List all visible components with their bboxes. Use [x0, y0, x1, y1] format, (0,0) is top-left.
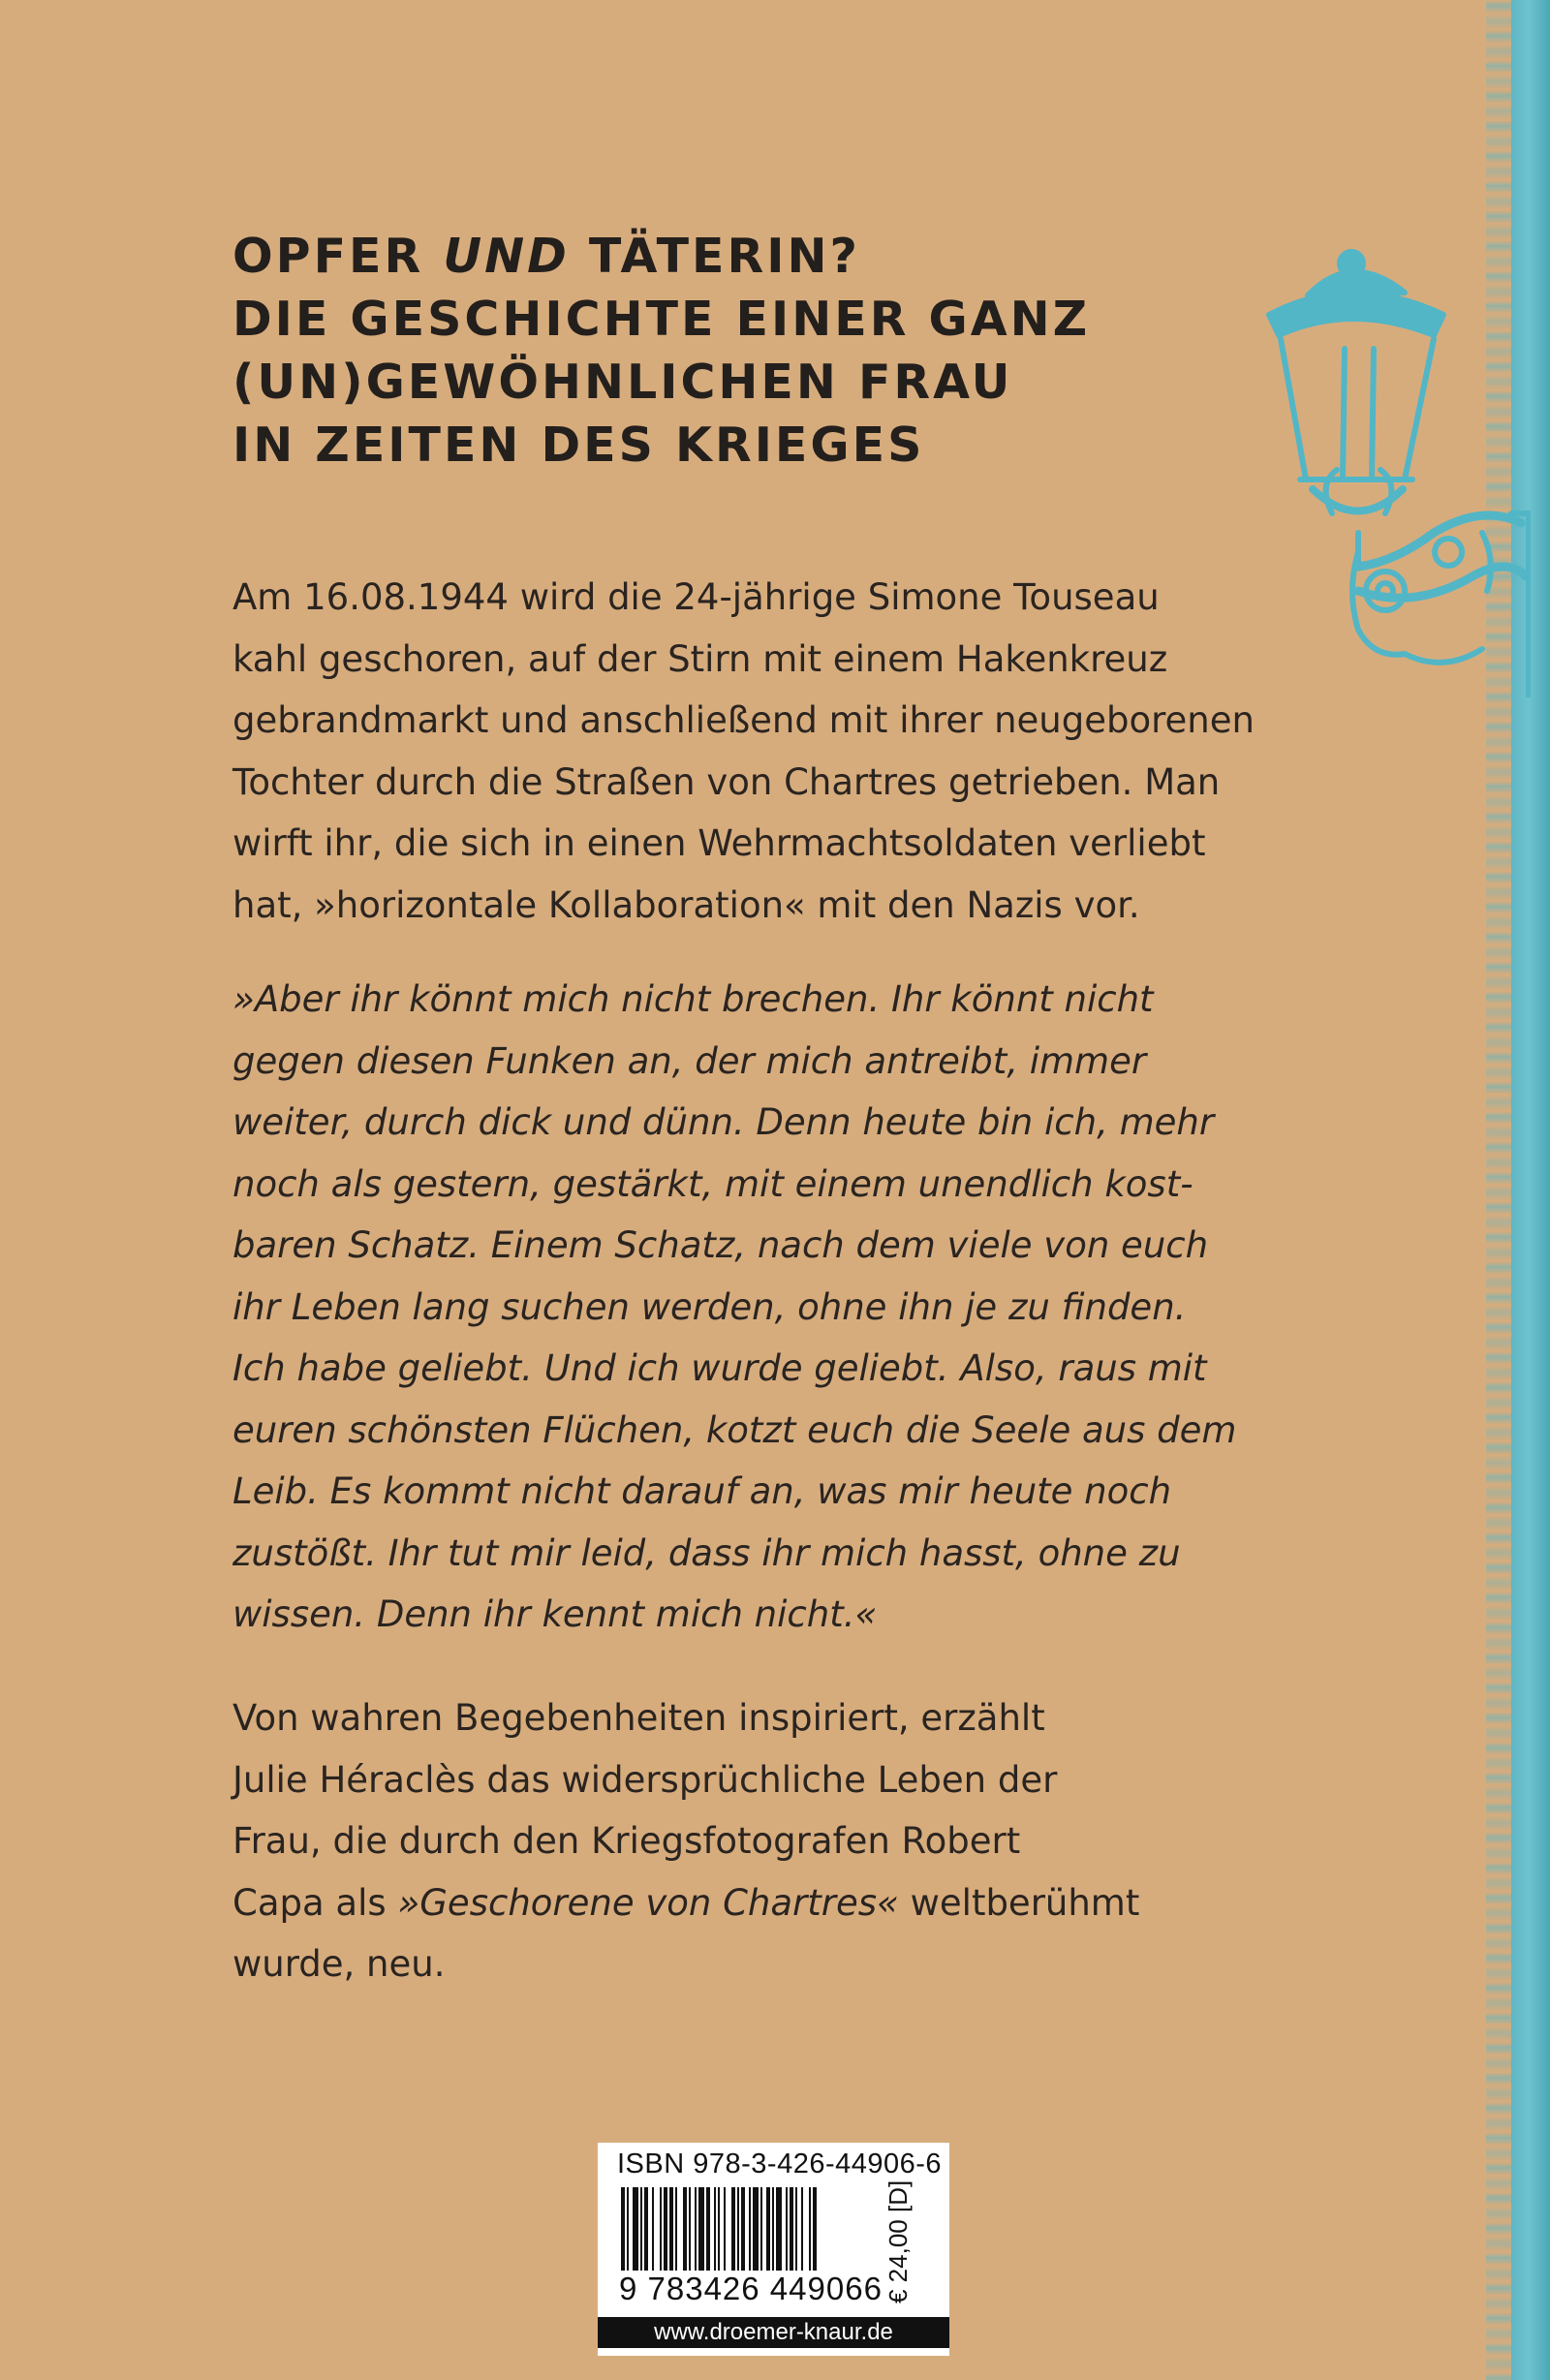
quote-line: zustößt. Ihr tut mir leid, dass ihr mich hasst, ohne zu	[232, 1531, 1181, 1574]
headline-line-1: OPFER UND TÄTERIN?	[232, 229, 860, 284]
quote-line: weiter, durch dick und dünn. Denn heute bin ich, mehr	[232, 1101, 1215, 1143]
barcode-box	[598, 2143, 949, 2356]
intro-line: gebrandmarkt und anschließend mit ihrer neugeborenen	[232, 699, 1255, 741]
publisher-url: www.droemer-knaur.de	[598, 2317, 949, 2348]
intro-line: Am 16.08.1944 wird die 24-jährige Simone Touseau	[232, 576, 1160, 618]
outro-line: wurde, neu.	[232, 1943, 446, 1985]
quote-line: Leib. Es kommt nicht darauf an, was mir heute noch	[232, 1470, 1172, 1512]
quote-line: »Aber ihr könnt mich nicht brechen. Ihr könnt nicht	[232, 978, 1154, 1020]
quote-line: wissen. Denn ihr kennt mich nicht.«	[232, 1593, 878, 1635]
quote-line: euren schönsten Flüchen, kotzt euch die Seele aus dem	[232, 1408, 1237, 1451]
barcode-digits: 9 783426 449066	[619, 2271, 883, 2306]
outro-line: Capa als »Geschorene von Chartres« weltberühmt	[232, 1881, 1140, 1924]
quote-line: ihr Leben lang suchen werden, ohne ihn je zu finden.	[232, 1285, 1187, 1328]
headline-line-3: (UN)GEWÖHNLICHEN FRAU	[232, 355, 1013, 410]
price-label: € 24,00 [D]	[884, 2179, 913, 2303]
outro-line: Von wahren Begebenheiten inspiriert, erzählt	[232, 1697, 1045, 1739]
intro-line: Tochter durch die Straßen von Chartres getrieben. Man	[232, 760, 1221, 803]
book-title-reference: »Geschorene von Chartres«	[397, 1881, 899, 1924]
headline-line-4: IN ZEITEN DES KRIEGES	[232, 417, 925, 473]
intro-line: kahl geschoren, auf der Stirn mit einem Hakenkreuz	[232, 637, 1168, 680]
headline-line-2: DIE GESCHICHTE EINER GANZ	[232, 292, 1091, 347]
intro-paragraph	[232, 567, 1327, 936]
outro-paragraph	[232, 1687, 1327, 1995]
outro-line: Julie Héraclès das widersprüchliche Leben der	[232, 1758, 1058, 1801]
headline	[232, 225, 1279, 477]
quote-paragraph	[232, 969, 1327, 1646]
intro-line: hat, »horizontale Kollaboration« mit den Nazis vor.	[232, 883, 1140, 926]
outro-line: Frau, die durch den Kriegsfotografen Robert	[232, 1820, 1021, 1862]
quote-line: gegen diesen Funken an, der mich antreibt, immer	[232, 1039, 1147, 1082]
intro-line: wirft ihr, die sich in einen Wehrmachtsoldaten verliebt	[232, 822, 1206, 864]
quote-line: Ich habe geliebt. Und ich wurde geliebt. Also, raus mit	[232, 1347, 1207, 1389]
quote-line: baren Schatz. Einem Schatz, nach dem viele von euch	[232, 1224, 1209, 1266]
quote-line: noch als gestern, gestärkt, mit einem unendlich kost-	[232, 1162, 1194, 1205]
isbn-label: ISBN 978-3-426-44906-6	[617, 2148, 943, 2179]
